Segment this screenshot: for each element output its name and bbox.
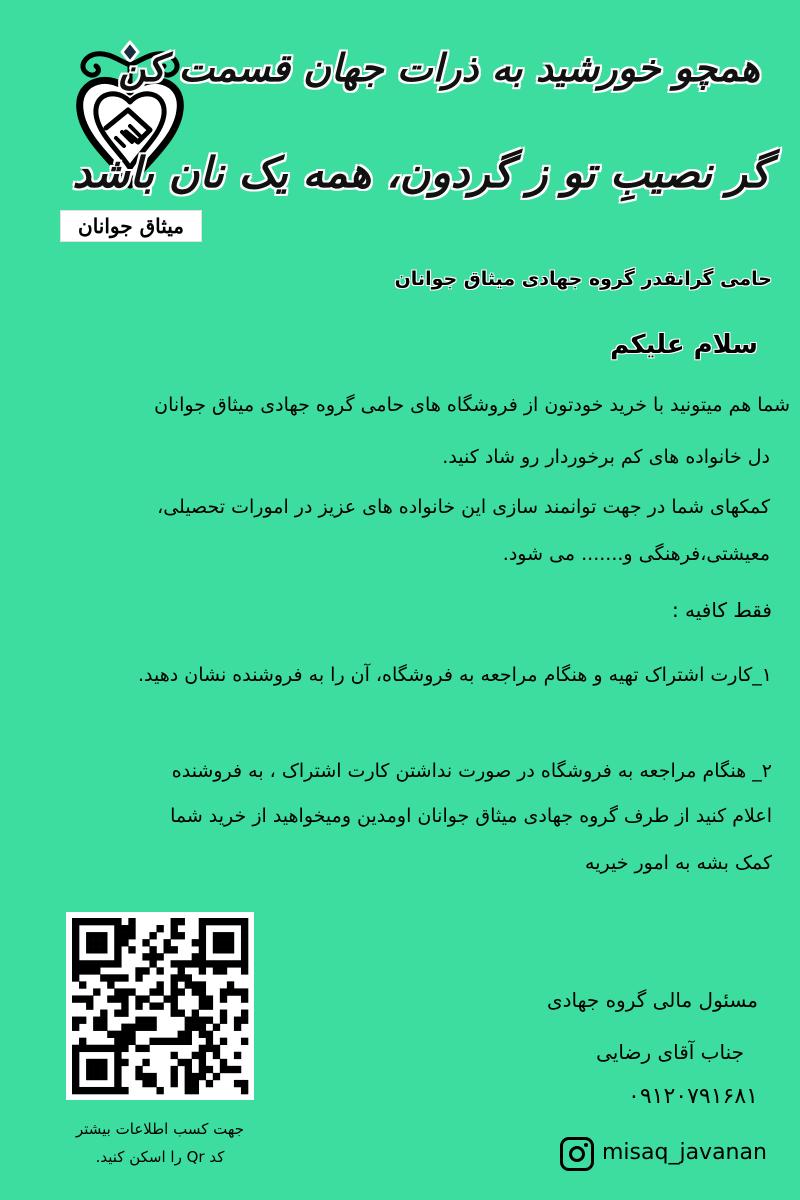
contact-name: جناب آقای رضایی [596,1040,744,1064]
qr-caption [40,1115,280,1171]
poem-line-2: گر نصیبِ تو ز گردون، همه یک نان باشد [72,148,770,197]
contact-phone[interactable]: ۰۹۱۲۰۷۹۱۶۸۱ [628,1084,758,1109]
body-paragraph-4: معیشتی،فرهنگی و....... می شود. [502,543,770,565]
instagram-icon [560,1137,594,1171]
logo-text: میثاق جوانان [60,210,202,242]
subtitle: حامی گرانقدر گروه جهادی میثاق جوانان [394,268,772,290]
greeting: سلام علیکم [610,330,758,360]
step-2-line-2: اعلام کنید از طرف گروه جهادی میثاق جوانان اومدین ومیخواهید از خرید شما [170,805,772,827]
poem-line-1: همچو خورشید به ذرات جهان قسمت کن [118,45,760,90]
body-paragraph-3: کمکهای شما در جهت توانمند سازی این خانواده های عزیز در امورات تحصیلی، [157,496,770,518]
steps-heading: فقط کافیه : [671,598,772,622]
instagram-handle: misaq_javanan [602,1140,767,1165]
step-2-line-3: کمک بشه به امور خیریه [585,852,772,874]
qr-code-icon [66,912,254,1100]
qr-code[interactable] [66,912,254,1100]
qr-caption-line-2: کد Qr را اسکن کنید. [95,1148,225,1166]
qr-caption-line-1: جهت کسب اطلاعات بیشتر [75,1120,245,1138]
step-1: ۱_کارت اشتراک تهیه و هنگام مراجعه به فروشگاه، آن را به فروشنده نشان دهید. [138,664,772,686]
step-2-line-1: ۲_ هنگام مراجعه به فروشگاه در صورت نداشتن کارت اشتراک ، به فروشنده [171,760,772,782]
instagram-link[interactable] [560,1135,780,1177]
contact-role: مسئول مالی گروه جهادی [546,988,758,1012]
body-paragraph-1: شما هم میتونید با خرید خودتون از فروشگاه های حامی گروه جهادی میثاق جوانان [154,394,790,416]
body-paragraph-2: دل خانواده های کم برخوردار رو شاد کنید. [442,446,770,468]
